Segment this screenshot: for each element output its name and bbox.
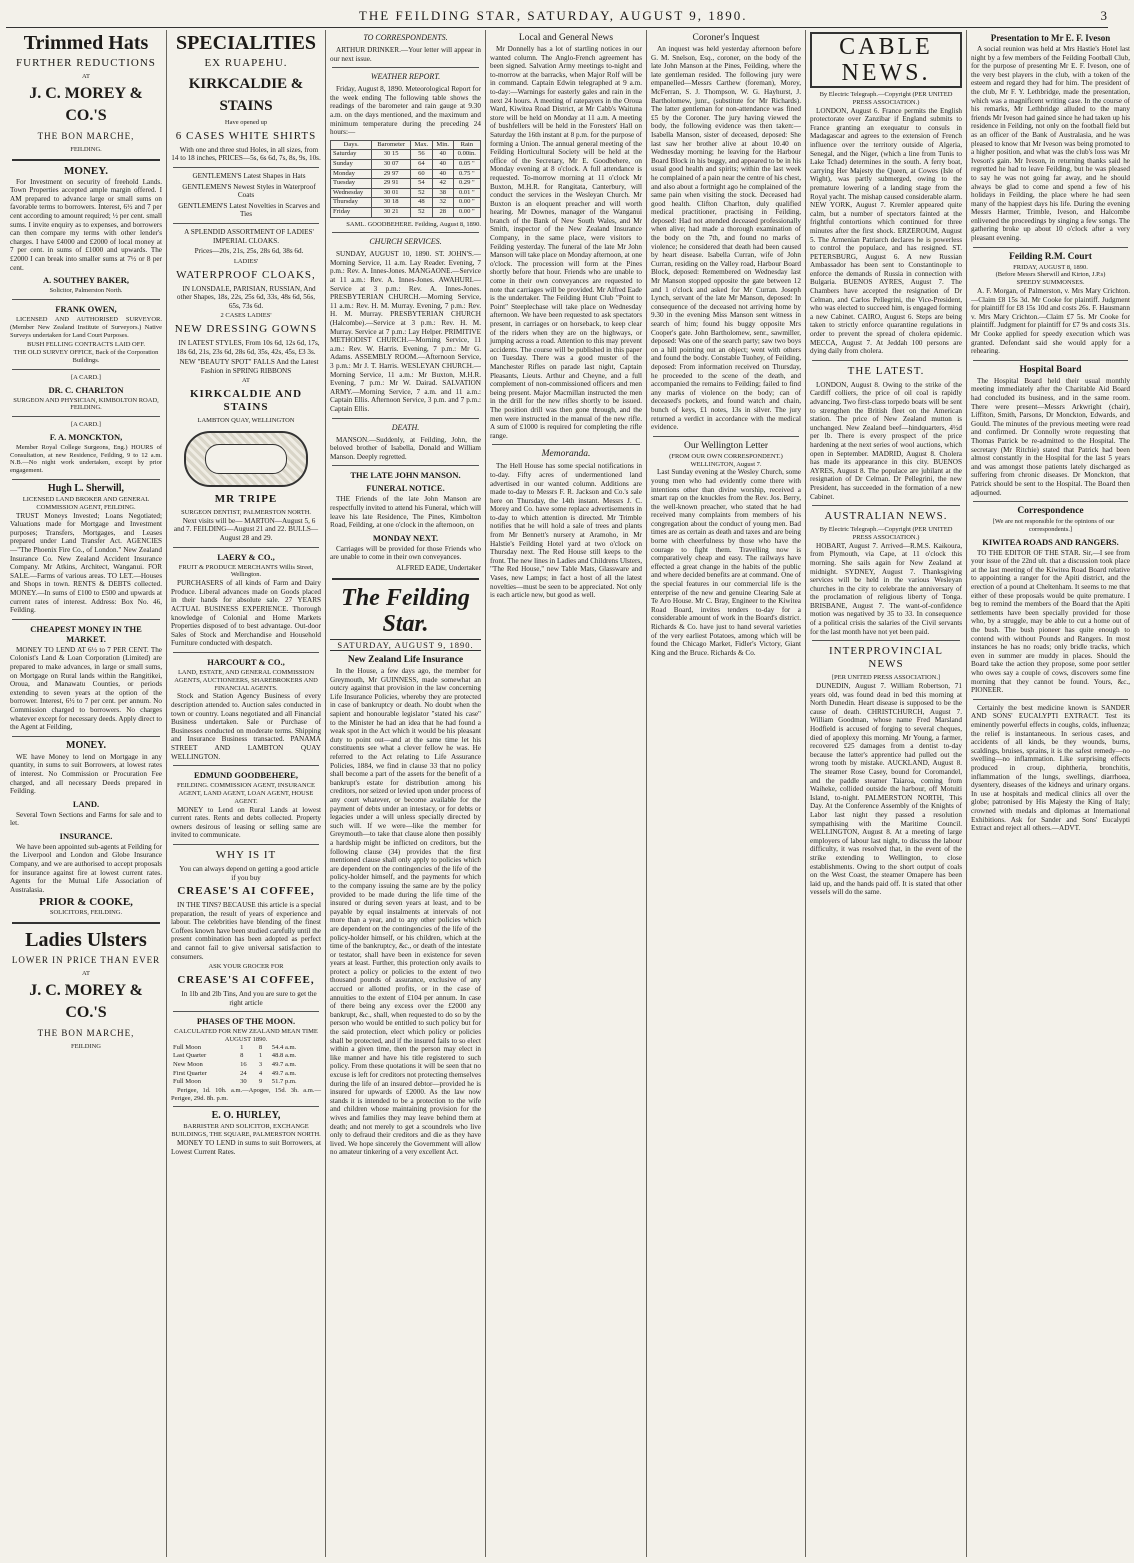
section-heading-correspondents: TO CORRESPONDENTS. [363, 33, 448, 42]
ad-text: WE have Money to lend on Mortgage in any quantity, in sums to suit Borrowers, at lowest rates of interest. No Commission or Procuration Fee charged, and all necessary Deeds prepared in Feilding. [10, 752, 162, 796]
section-heading-australian: AUSTRALIAN NEWS. [824, 510, 948, 523]
divider [12, 479, 160, 480]
article-text: The Hospital Board held their usual monthly meeting immediately after the Charitable Aid Board had concluded its business, and in the same room. There were present—Messrs Arkwright (chair), Liffiton, Smith, Parsons, Dr Monckton, Edwards, and Gould. The minutes of the previous meeting were read and confirmed. Dr Connolly wrote requesting that Thomas Patrick be re-admitted to the Hospital. The secretary (Mr Ritchie) stated that Patrick had been almost constantly in the Hospital for the last 5 years and was amongst those patients lately discharged as suffering from chronic diseases. Dr Monckton, that Patrick should be sent to the Hospital. The Board then adjourned. [971, 376, 1130, 497]
ad-text: NEW "BEAUTY SPOT" FALLS And the Latest Fashion in SPRING RIBBONS [179, 358, 319, 375]
divider [973, 360, 1128, 361]
ad-text-trust: TRUST Moneys Invested; Loans Negotiated; Valuations made for Mortgage and Investment purposes; Transfers, Mortgages, and Leases prepared under Land Transfer Act. AGENCIES—"The Phoenix Fire Co., of London." New Zealand Insurance Co. New Zealand Accident Insurance Company. Mr Atkins, Architect, Wanganui. FOR SALE.—Farms of various areas. TO LET.—Houses and Shops in town. RENTS & DEBTS collected. MONEY.—In sums of £100 to £500 and upwards at current rates of interest. Address: Box No. 46, Feilding. [10, 511, 162, 615]
ad-subheading: EX RUAPEHU. [204, 57, 288, 69]
moon-row [171, 1078, 321, 1087]
ad-heading-monckton: F. A. MONCKTON, [49, 431, 123, 442]
section-heading-coroner: Coroner's Inquest [692, 33, 760, 43]
weather-cell: 40 [432, 159, 453, 169]
editorial-text: In the House, a few days ago, the member for Greymouth, Mr GUINNESS, made somewhat an outcry against that provision in the law concerning Life Insurance Policies, whereby they are protected in case of bankruptcy or death. No doubt when the sapient and honourable legislator "stated his case" to the Minister he had an idea that he had found a weak spot in the Act which it would be his pleasant duty to point out—and at the same time let his constituents see what a clever fellow he was. He referred to the Act relating to Life Assurance Policies, 1884, we find in clause 33 that no policy shall become a part of the assets for the benefit of a bankrupt's estate for distribution among his creditors, nor seized or levied upon under process of any court whatever, or become available for the payment of debts under an intestacy, or for debts or legacies under a will unless specially directed by such will. If we were—like the member for Greymouth—to take that clause alone then possibly a hardship might be inflicted on creditors, but the following clause (34) provides that the first mentioned clause shall only apply to policies which are dependent on the contingencies of the life of the policy-holder himself, and the payments for which to the company issuing the same are by the policy provided to be made during the life time of the insured or during seven years at least, and to be payable by equal instalments at intervals of not more than a year, and to any other policies which are dependent on the contingencies of the life of the policy-holder himself, or his children, which at the time of the bankruptcy, &c., or death of the intestate or testator, shall have been in existence for seven years at least. Further, this protection only avails to protect a policy or policies to the extent of two thousand pounds of assurance, exclusive of any accrued or allotted profits, or in the case of annuities to the extent of £104 per annum. In case of there being any excess over the £2000 any bankrupt, &c., shall, when requested to do so by the person who would be entitled to such policy but for the said protection, elect which policy or policies shall be protected, and if the insured fails to so elect within a given time, then the person may elect in like manner and have his title registered to such policy. From these quotations it will be seen that no excuse is left for creditors not protecting themselves during the life of an insured debtor—provided he is insured for upwards of £2000. As the law now stands it is intended to be a protection to the wife and children whose maintaining provision for the wives and families they may leave behind them at death; and not merely to get a scoundrels who live only to defraud their creditors and die as they have lived. We hope sincerely the Government will allow no amateur tinkering of a very excellent Act. [330, 667, 481, 1157]
divider [12, 416, 160, 417]
article-subheading: By Electric Telegraph.—Copyright (PER UNITED PRESS ASSOCIATION.) [819, 526, 953, 541]
moon-cell: 49.7 a.m. [271, 1061, 297, 1069]
ad-text: THE BON MARCHE, [37, 130, 135, 141]
ad-text: GENTLEMEN'S Latest Shapes in Hats [192, 171, 306, 180]
ad-subheading: LOWER IN PRICE THAN EVER [11, 955, 161, 966]
ad-text: SURGEON DENTIST, PALMERSTON NORTH. [180, 509, 312, 517]
divider [332, 232, 479, 233]
ad-text: GENTLEMEN'S Latest Novelties in Scarves and Ties [178, 201, 320, 219]
ad-text: With one and three stud Holes, in all sizes, from 14 to 18 inches, PRICES—5s, 6s 6d, 7s, 8s, 9s, 10s. [171, 145, 321, 163]
moon-subheading: CALCULATED FOR NEW ZEALAND MEAN TIME AUGUST 1890. [174, 1028, 318, 1044]
moon-table [171, 1044, 321, 1087]
article-text: DUNEDIN, August 7. William Robertson, 71 years old, was found dead in bed this morning at North Dunedin. Heart disease is supposed to be the cause of death. CHRISTCHURCH, August 7. William Goodman, whose name Fred Marsland Hodfield is accused of forging to several cheques, died of apoplexy this morning. Mr Young, a farmer, recovered £25 damages from a dentist to-day because the latter's apprentice had pulled out the wrong tooth by mistake. AUCKLAND, August 8. The steamer Rose Casey, bound for Coromandel, and the paddle steamer Taiaroa, coming from Waiheke, collided outside the harbour, off Motuiti Island, to-night. PALMERSTON NORTH, This Day. At the Conference Assembly of the Knights of Labor last night they passed a resolution sympathising with the Maritime Council. WELLINGTON, August 8. At a meeting of large employers of labour last night, to discuss the labour difficulty, it was resolved that, in the event of the strike extending to Wellington, to close establishments. Owing to the short output of coals on the West Coast, the steamer Omapere has been laid up, and the hands paid off. It is stated that other vessels will do the same. [810, 682, 962, 897]
article-subheading: By Electric Telegraph.—Copyright (PER UNITED PRESS ASSOCIATION.) [819, 91, 953, 106]
moon-cell: 54.4 a.m. [271, 1043, 297, 1051]
ad-text: MONEY TO LEND AT 6½ to 7 PER CENT. The Colonist's Land & Loan Corporation (Limited) are prepared to make advances, in large or small sums, on Mortgage on Rural lands within the Rangitikei, Oroua, and Manawatu Counties, or periods extending to seven years at the option of the borrower. Interest, 6½ to 7 per cent. per annum. No Commission charged to borrowers. No charges whatever except for necessary deeds. Apply direct to the Agent at Feilding, [10, 645, 162, 732]
ad-text: Member Royal College Surgeons, Eng.) HOURS of Consultation, at new Residence, Feilding, 9 to 12 a.m. N.B.—No night work undertaken, except by prior engagement. [10, 443, 162, 475]
article-text: Friday, August 8, 1890. Meteorological Report for the week ending The following table shows the readings of the barometer and rain gauge at 9.30 a.m. on the days mentioned, and the maximum and minimum temperature during the preceding 24 hours:— [330, 85, 481, 137]
article-text: A social reunion was held at Mrs Hastie's Hotel last night by a few members of the Feilding Football Club, for the purpose of presenting Mr E. F. Iveson, one of the very best players in the club, with a token of the esteem and regard they had for him. The president of the club, Mr F. Y. Lethbridge, made the presentation, which was a magnificent writing case. In the course of his remarks, Mr Lethbridge alluded to the many friends Mr Iveson had gained since he had taken up his residence in Feilding, not only on the football field but as an officer of the Bank of Australasia, and he was pleased to know that Mr Iveson was being promoted to a higher position, and what was the club's loss was Mr Iveson's gain. Mr Iveson, in returning thanks said he regretted he had to leave Feilding, but he was pleased to say he was not going far away, and he should always be glad to come and spend a few of his holidays in Feilding, the place where he had seen many of the happiest days his life. During the evening Messrs Harmer, Trimble, Iveson, and Halcombe enlivened the proceedings by singing a few songs. The gathering broke up about 10 o'clock after a very pleasant evening. [971, 45, 1130, 243]
ad-heading-tripe: MR TRIPE [214, 493, 278, 506]
article-subheading: SPEEDY SUMMONSES. [1016, 279, 1085, 287]
ad-text: Prices—20s, 21s, 25s, 28s 6d, 38s 6d. [194, 247, 304, 256]
ad-text: LICENSED AND AUTHORISED SURVEYOR. (Member New Zealand Institute of Surveyors.) Native Surveys undertaken for Land Court Purposes. [10, 315, 162, 339]
article-text: The Hell House has some special notifications in to-day. Fifty acres of undermentioned land advertised in our wanted column. Additions are made to-day to Messrs F. R. Jackson and Co.'s sale here on Thursday, the 14th instant. Messrs J. C. Morey and Co. have some replace advertisements in to-day to which attention is directed. Mr Trimble notifies that he will hold a sale of trees and plants from Mr Bennett's nursery at Aramoho, in Mr Halstie's Feilding Hotel yard at two o'clock on Thursday next. The Red House still keeps to the front. The new lines in Ladies and Childrens Ulsters, "The Red House," new Table Mats, Glassware and Vases, new Lamps; in fact a host of all the latest novelties—must be seen to be appreciated. Not only is each article new, but good as well. [490, 462, 642, 600]
ad-text: AT [82, 970, 90, 978]
divider [173, 652, 319, 653]
section-heading-cable: CABLE NEWS. [810, 32, 962, 88]
column-6 [806, 30, 967, 1557]
weather-table-header [331, 140, 481, 150]
editorial-heading: New Zealand Life Insurance [347, 655, 464, 666]
divider [173, 223, 319, 224]
moon-table-body [171, 1044, 321, 1087]
notice-heading: THE LATE JOHN MANSON. [350, 470, 461, 481]
moon-cell: First Quarter [173, 1069, 207, 1077]
divider [173, 844, 319, 845]
ad-text: AT [242, 377, 250, 385]
ad-text: AT [82, 73, 90, 80]
page-header-title: THE FEILDING STAR, SATURDAY, AUGUST 9, 1890. [358, 8, 748, 23]
article-subheading: FRIDAY, AUGUST 8, 1890. [1013, 263, 1088, 271]
weather-table-body [331, 150, 481, 217]
divider [12, 922, 160, 924]
weather-row [331, 179, 481, 189]
weather-row [331, 169, 481, 179]
ad-heading-owen: FRANK OWEN, [55, 303, 117, 314]
notice-signature: ALFRED EADE, Undertaker [396, 563, 481, 572]
ad-heading-trimmed-hats: Trimmed Hats [23, 32, 149, 54]
article-subheading: (Before Messrs Sherwill and Kirton, J.P.s) [995, 271, 1106, 279]
ad-text: SOLICITORS, FEILDING. [49, 909, 123, 917]
ad-text: [A CARD.] [71, 373, 101, 381]
ad-text: Solicitor, Palmerston North. [49, 287, 123, 295]
divider [173, 167, 319, 168]
moon-cell: 1 [258, 1052, 263, 1060]
weather-cell: 30 01 [372, 188, 411, 198]
moon-cell: 49.7 a.m. [271, 1069, 297, 1077]
ad-text: [A CARD.] [71, 421, 101, 429]
ad-heading-hurley: E. O. HURLEY, [211, 1110, 281, 1122]
ad-text: LAMBTON QUAY, WELLINGTON [197, 417, 295, 425]
moon-row [171, 1061, 321, 1070]
ad-text: 2 CASES LADIES' [220, 312, 272, 320]
ad-text: You can always depend on getting a good article if you buy [179, 864, 319, 882]
divider [173, 1011, 319, 1012]
weather-header-cell: Max. [410, 140, 432, 150]
ad-subheading: NEW DRESSING GOWNS [174, 323, 318, 336]
weather-cell: 0.05 " [453, 159, 480, 169]
divider [973, 501, 1128, 502]
moon-row [171, 1052, 321, 1061]
weather-cell: 64 [410, 159, 432, 169]
section-heading-correspondence: Correspondence [1017, 506, 1084, 517]
ad-text: ASK YOUR GROCER FOR [208, 963, 284, 971]
ad-text: Next visits will be— MARTON—August 5, 6 and 7. FEILDING—August 21 and 22. BULLS—August 28 and 29. [173, 516, 319, 543]
divider [12, 299, 160, 300]
ad-heading-land: LAND. [72, 798, 100, 809]
section-heading-church: CHURCH SERVICES. [369, 237, 442, 247]
moon-cell: 4 [258, 1069, 263, 1077]
ad-heading-why: WHY IS IT [215, 848, 277, 861]
ad-heading-money2: MONEY. [66, 739, 106, 751]
divider [12, 369, 160, 370]
ad-text: GENTLEMEN'S Newest Styles in Waterproof Coats [182, 182, 316, 200]
article-text: Carriages will be provided for those Friends who are unable to come in their own conveyances. [330, 544, 481, 562]
section-heading-death: DEATH. [391, 422, 420, 432]
article-text: LONDON, August 8. Owing to the strike of the Cardiff colliers, the price of oil coal is rapidly advancing. Two first-class torpedo boats will be sent to strengthen the British fleet on the American station. The price of New Zealand mutton is unchanged. New Zealand beef—hindquarters, 4½d per lb. There is every prospect of the price hardening at the next series of wool auctions, which open in September. MADRID, August 8. Cholera has made its appearance in this city. BUENOS AYRES, August 8. The populace are jubilant at the resignation of Dr Celman. Dr Pellegrini, the new President, has succeeded in the formation of a new Cabinet. [810, 380, 962, 501]
notice-subheading: FUNERAL NOTICE. [366, 483, 445, 494]
weather-cell: Friday [331, 207, 372, 217]
weather-cell: 52 [410, 188, 432, 198]
section-heading-latest: THE LATEST. [847, 364, 925, 377]
ad-heading-southey: A. SOUTHEY BAKER, [42, 275, 130, 286]
weather-cell: Sunday [331, 159, 372, 169]
weather-cell: 40 [432, 169, 453, 179]
divider [173, 765, 319, 766]
column-1 [6, 30, 167, 1557]
column-2 [167, 30, 326, 1557]
article-subheading: [PER UNITED PRESS ASSOCIATION.] [831, 674, 941, 682]
section-heading-local: Local and General News [518, 33, 614, 43]
ad-heading-morey: J. C. MOREY & CO.'S [29, 84, 143, 124]
ad-text: MONEY TO LEND in sums to suit Borrowers, at Lowest Current Rates. [171, 1138, 321, 1156]
section-heading-weather: WEATHER REPORT. [370, 72, 441, 82]
ad-text: FRUIT & PRODUCE MERCHANTS Willis Street, Wellington. [178, 563, 314, 579]
weather-cell: 0.00in. [453, 150, 480, 160]
moon-cell: 1 [240, 1043, 244, 1051]
ad-heading-sherwill: Hugh L. Sherwill, [47, 483, 125, 495]
page-number: 3 [1100, 8, 1108, 23]
moon-cell: New Moon [173, 1061, 203, 1069]
ad-text: THE OLD SURVEY OFFICE, Back of the Corporation Buildings. [13, 349, 159, 364]
section-heading-letter: Our Wellington Letter [683, 440, 768, 451]
ad-heading-charlton: DR. C. CHARLTON [48, 384, 124, 395]
ad-heading-kirkcaldie: KIRKCALDIE & STAINS [188, 76, 304, 114]
divider [973, 699, 1128, 700]
weather-cell: 32 [432, 198, 453, 208]
weather-row [331, 188, 481, 198]
weather-cell: 54 [410, 179, 432, 189]
ad-text: THE BON MARCHE, [37, 1028, 135, 1039]
divider [492, 444, 640, 445]
advert-text: Certainly the best medicine known is SANDER AND SONS' EUCALYPTI EXTRACT. Test its eminently powerful effects in coughs, colds, influenza; the relief is instantaneous. In serious cases, and accidents of all kinds, be they wounds, burns, scaldings, bruises, sprains, it is the safest remedy—no swelling—no inflammation. Like surprising effects produced in croup, diphtheria, bronchitis, inflammation of the lungs, swellings, diarrhoea, dysentery, diseases of the kidneys and urinary organs. In use at hospitals and medical clinics all over the globe; patronised by His Majesty the King of Italy; crowned with medals and diplomas at International Exhibitions. Ask for Sander and Sons' Eucalypti Extract and reject all others.—ADVT. [971, 703, 1130, 833]
ad-heading-laery: LAERY & CO., [217, 551, 275, 562]
ad-text-money: For Investment on security of freehold Lands. Town Properties accepted ample margin offered. I AM prepared to advance large or small sums on favorable terms to borrowers. Interest, 6½ and 7 per cent according to amount required; ½ per cent. small sums. I invite enquiry as to expenses, and borrowers can then compare my terms with other lender's charges. I have £4000 and £2000 of local money at 7 per cent. in sums of £1000 and upwards. The £2000 I can break into smaller sums at 7½ or 8 per cent. [10, 177, 162, 272]
article-text: ARTHUR DRINKER.—Your letter will appear in our next issue. [330, 46, 481, 63]
weather-cell: 56 [410, 150, 432, 160]
weather-cell: 0.00 " [453, 207, 480, 217]
ad-text: LICENSED LAND BROKER AND GENERAL COMMISSION AGENT, FEILDING. [22, 496, 150, 511]
page-masthead [6, 6, 1108, 26]
ad-subheading: WATERPROOF CLOAKS, [176, 268, 316, 281]
divider [173, 1106, 319, 1107]
ornament-center [205, 444, 287, 474]
ad-heading-morey2: J. C. MOREY & CO.'S [29, 982, 143, 1022]
article-text: HOBART, August 7. Arrived—R.M.S. Kaikoura, from Plymouth, via Cape, at 11 o'clock this morning. She sails again for New Zealand at midnight. SYDNEY, August 7. Thanksgiving services will be held in the various Wesleyan churches in the city to celebrate the anniversary of the proclamation of religious liberty of Tonga. BRISBANE, August 7. The want-of-confidence motion was negatived by 35 to 33. In consequence of a political crisis the salaries of the Civil servants for the last month have not yet been paid. [810, 541, 962, 636]
weather-row [331, 150, 481, 160]
article-subheading: (FROM OUR OWN CORRESPONDENT.) WELLINGTON, August 7. [669, 452, 783, 468]
ad-text: Have opened up [224, 119, 268, 126]
weather-cell: 30 07 [372, 159, 411, 169]
article-text: LONDON, August 6. France permits the English protectorate over Zanzibar if England submits to France granting an exequatur to consuls in Madagascar and agrees to the extension of French influence over the territory outside of Algeria, Senegal, and the Niger, (which a line from Tunis to Lake Tchad) determines in the south. A ferry boat, carrying Her Majesty the Queen, at Cowes (Isle of Wight), was partly submerged, owing to the premature lowering of a landing stage from the Royal yacht. The mishap caused considerable alarm. NEW YORK, August 7. Kremler appeared quite calm, but a number of spectators fainted at the frightful contortions which continued for three minutes after the first shock. ERZEROUM, August 5. The Armenian Patriarch declares he is powerless to control the populace, and has resigned. ST. PETERSBURG, August 6. A new Russian Ambassador has been sent to Constantinople to enforce the demands of Russia in connection with Bulgaria. BUENOS AYRES, August 7. The Chambers have accepted the resignation of Dr Celman, and Carlos Pellegrini, the Vice-President, who was elected to succeed him, is engaged forming a new Cabinet. CAIRO, August 6. Steps are being taken to strictly enforce quarantine regulations in order to prevent the spread of cholera epidemic. MECCA, August 7. At Jeddah 100 persons are dying daily from cholera. [810, 106, 962, 356]
ad-text: SURGEON AND PHYSICIAN, KIMBOLTON ROAD, FEILDING. [13, 396, 159, 412]
weather-cell: 30 15 [372, 150, 411, 160]
moon-cell: 24 [240, 1069, 247, 1077]
weather-cell: 42 [432, 179, 453, 189]
weather-cell: 0.00 " [453, 198, 480, 208]
weather-cell: 38 [432, 188, 453, 198]
moon-cell: Last Quarter [173, 1052, 207, 1060]
divider [12, 736, 160, 737]
moon-cell: 16 [240, 1061, 247, 1069]
ad-text: IN LONSDALE, PARISIAN, RUSSIAN, And other Shapes, 18s, 22s, 25s 6d, 33s, 48s 6d, 56s, 65s, 73s 6d. [176, 284, 316, 310]
weather-cell: Tuesday [331, 179, 372, 189]
moon-cell: 3 [258, 1061, 263, 1069]
moon-cell: 8 [240, 1052, 244, 1060]
weather-row [331, 198, 481, 208]
moon-cell: Full Moon [173, 1043, 202, 1051]
ad-text: Stock and Station Agency Business of every description attended to. Auction sales conducted in town or country. Loans negotiated and all Financial Business undertaken. Sale or Purchase of Businesses conducted on moderate terms. Shipping and Insurance Business transacted. PANAMA STREET AND LAMBTON QUAY WELLINGTON. [171, 692, 321, 761]
section-heading-hospital: Hospital Board [1019, 364, 1082, 375]
weather-cell: 0.01 " [453, 188, 480, 198]
section-heading-presentation: Presentation to Mr E. F. Iveson [990, 33, 1111, 43]
issue-date: SATURDAY, AUGUST 9, 1890. [330, 639, 481, 652]
weather-header-cell: Barometer [372, 140, 411, 150]
ad-text: MONEY to Lend on Rural Lands at lowest current rates. Rents and debts collected. Property owners desirous of leasing or selling same are invited to communicate. [171, 805, 321, 840]
header-rule [6, 27, 1108, 28]
section-heading-memoranda: Memoranda. [541, 449, 591, 460]
weather-cell: 52 [410, 207, 432, 217]
moon-cell: 8 [258, 1043, 263, 1051]
moon-cell: 51.7 p.m. [271, 1078, 297, 1086]
ad-heading-crease2: CREASE'S AI COFFEE, [177, 974, 315, 987]
weather-cell: Wednesday [331, 188, 372, 198]
ad-heading-prior: PRIOR & COOKE, [39, 896, 133, 909]
moon-note: Perigee, 1d. 10h. a.m.—Apogee, 15d. 3h. a.m.—Perigee, 29d. 8h. p.m. [171, 1086, 321, 1102]
ad-text: BUSH FELLING CONTRACTS LAID OFF. [26, 341, 146, 349]
ad-heading-harcourt: HARCOURT & CO., [207, 657, 285, 667]
moon-row [171, 1044, 321, 1053]
article-text: A. F. Morgan, of Palmerston, v. Mrs Mary Crichton.—Claim £8 15s 3d. Mr Cooke for plaintiff. Judgment for plaintiff for £8 15s 10d and costs 26s. F. Hausmann v. Mrs Mary Crichton.—Claim £7 5s. Mr Cooke for plaintiff. Judgment for plaintiff for £7 9s and costs 31s. Mr Cooke applied for speedy execution which was granted. Defendant said she would apply for a rehearing. [971, 287, 1130, 356]
ad-text: LAND, ESTATE, AND GENERAL COMMISSION AGENTS, AUCTIONEERS, SHAREBROKERS AND FINANCIAL AGENTS. [174, 669, 318, 692]
divider [332, 67, 479, 68]
ad-text: In 1lb and 2lb Tins, And you are sure to get the right article [181, 990, 317, 1007]
ad-text: FEILDING. COMMISSION AGENT, INSURANCE AGENT, LAND AGENT, LOAN AGENT, HOUSE AGENT. [176, 782, 315, 805]
weather-cell: 0.75 " [453, 169, 480, 179]
article-text: SUNDAY, AUGUST 10, 1890. ST. JOHN'S.—Morning Service, 11 a.m. Lay Reader. Evening, 7 p.m.: Rev. A. Innes-Jones. MANGAONE.—Service at 11 a.m.: Rev. A. Innes-Jones. AWAHURI.—Service at 3 p.m.: Rev. A. Innes-Jones. PRESBYTERIAN CHURCH.—Morning Service, 11 a.m.: Rev. H. M. Murray. Evening, 7 p.m.: Rev. H. M. Murray. PRESBYTERIAN CHURCH (Halcombe).—Service at 3 p.m.: Rev. H. M. Murray. Service at 7 p.m.: Lay Helper. PRIMITIVE METHODIST CHURCH.—Morning Service, 11 a.m.: Rev. W. Harris. Evening, 7 p.m.: Mr G. Adams. ASSEMBLY ROOM.—Afternoon Service, 3 p.m.: Mr J. T. Harris. WESLEYAN CHURCH.—Morning Service, 11 a.m.: Mr Buxton, M.H.R. Evening, 7 p.m.: Mr W. Dairad. SALVATION ARMY.—Morning Service, 7 a.m. and 11 a.m.: Captain Ellis. Afternoon Service, 3 p.m. and 7 p.m.: Captain Ellis. [330, 250, 481, 413]
newspaper-nameplate: The Feilding Star. [341, 584, 470, 637]
ad-text: BARRISTER AND SOLICITOR, EXCHANGE BUILDINGS, THE SQUARE, PALMERSTON NORTH. [171, 1123, 321, 1139]
ad-subheading: KIRKCALDIE AND STAINS [189, 388, 303, 414]
ad-heading-ulsters: Ladies Ulsters [25, 929, 147, 952]
weather-cell: 29 91 [372, 179, 411, 189]
divider [973, 247, 1128, 248]
article-text: MANSON.—Suddenly, at Feilding, John, the beloved brother of Isabella, Donald and William Manson. Deeply regretted. [330, 435, 481, 461]
weather-header-cell: Days. [331, 140, 372, 150]
weather-cell: Saturday [331, 150, 372, 160]
ad-heading-money: MONEY. [64, 164, 108, 177]
ad-heading-crease: CREASE'S AI COFFEE, [177, 885, 315, 898]
moon-cell: 9 [258, 1078, 263, 1086]
ad-text: Several Town Sections and Farms for sale and to let. [10, 810, 162, 828]
column-7 [967, 30, 1134, 1557]
article-text: An inquest was held yesterday afternoon before G. M. Snelson, Esq., coroner, on the body of the late John Manson at the Pines, Feilding, where the late gentleman resided. The following jury were empanelled—Messrs Carthew (foreman), Morey, McFerran, S. J. Thompson, W. G. Hayhurst, J. Bartholomew, junr., (substitute for Mr Richards). The latter gentleman for non-attendance was fined £5 by the Coroner. The jury having viewed the body, the following evidence was then taken:— Isabella Manson, sister of deceased, deposed: She last saw her brother alive at about 10.40 on Wednesday morning; he leaving for the Harbour Board Block in his buggy, and appeared to be in his usual good health and spirits; within the last week he complained of a pain near the centre of his chest, and also about a fortnight ago he complained of the same pain when visiting the stock. Deceased had good health. Clifton Charlton, duly qualified medical practitioner, practising in Feilding, deposed: Had not attended deceased professionally when alive; had made a thorough examination of the body on the 7th, and found no marks of violence; he considered that death had been caused by heart disease. Isabella Curran, wife of John Curran, residing on the Valley road, Harbour Board Block, deposed: Remembered on Wednesday last Mr Manson stopped opposite the gate between 12 and 1 o'clock and asked for Mr Curran. Joseph Lynch, servant of the late Mr Manson, deposed: In consequence of the deceased not arriving home by 9.30 in the evening Miss Manson sent witness in search of him; found his buggy opposite Mrs Cooper's gate. John Bartholomew, senr., sawmiller, deposed: Was one of the search party; saw two boys on a hill pointing out an object; went with others and found the body. Constable Tuohey, of Feilding, deposed: From information received on Thursday, he proceeded to the scene of the death, and accompanied the remains to Feilding; failed to find any marks of violence on the body; can of deceased's pockets, and found watch and chain, bunch of keys, £1 notes, 13s in silver. The jury returned a verdict in accordance with the medical evidence. [651, 45, 801, 432]
ad-text: LADIES' [233, 257, 259, 265]
divider [812, 640, 960, 641]
column-5 [647, 30, 806, 1557]
divider [332, 418, 479, 419]
notice-subheading: MONDAY NEXT. [372, 532, 439, 543]
letter-heading: KIWITEA ROADS AND RANGERS. [982, 536, 1119, 547]
ad-text: IN LATEST STYLES, From 10s 6d, 12s 6d, 17s, 18s 6d, 21s, 23s 6d, 28s 6d, 35s, 42s, 45s, £3 3s. [176, 339, 320, 356]
ad-text: A SPLENDID ASSORTMENT OF LADIES' IMPERIAL CLOAKS. [184, 227, 314, 245]
ad-heading-goodbehere: EDMUND GOODBEHERE, [194, 770, 298, 781]
weather-cell: 28 [432, 207, 453, 217]
weather-row [331, 207, 481, 217]
divider [653, 436, 799, 437]
ad-subheading: FURTHER REDUCTIONS [16, 57, 156, 69]
columns-grid [6, 30, 1130, 1557]
divider [332, 465, 479, 466]
weather-cell: 48 [410, 198, 432, 208]
ad-heading-specialities: SPECIALITIES [175, 32, 317, 54]
ad-text: We have been appointed sub-agents at Feilding for the Liverpool and London and Globe Insurance Company, and we are authorised to accept proposals for insurance against fire at lowest current rates. Agents for the Mutual Life Association of Australasia. [10, 842, 162, 894]
ad-heading-insurance: INSURANCE. [59, 830, 113, 841]
divider [332, 578, 479, 580]
weather-cell: 40 [432, 150, 453, 160]
weather-header-cell: Rain [453, 140, 480, 150]
divider [812, 505, 960, 506]
ad-text: FEILDING. [70, 145, 102, 153]
section-heading-court: Feilding R.M. Court [1009, 251, 1092, 262]
section-heading-interprovincial: INTERPROVINCIAL NEWS [829, 645, 943, 671]
weather-cell: 30 21 [372, 207, 411, 217]
moon-cell: 30 [240, 1078, 247, 1086]
column-4 [486, 30, 647, 1557]
article-text: THE Friends of the late John Manson are respectfully invited to attend his Funeral, which will leave his late Residence, The Pines, Kimbolton Road, Feilding, at one o'clock in the afternoon, on [330, 495, 481, 530]
moon-cell: 48.8 a.m. [271, 1052, 297, 1060]
divider [12, 619, 160, 620]
divider [173, 547, 319, 548]
weather-table [330, 140, 481, 218]
weather-cell: 60 [410, 169, 432, 179]
article-text: Last Sunday evening at the Wesley Church, some young men who had evidently come there with intentions other than divine worship, received a smart rap on the knuckles from the Rev. Jos. Berry, the well-known preacher, who stated that he had received many complaints from members of his congregation about the conduct of young men. Bad times are as certain as death and taxes and are being borne with cheerfulness by those who have the courage to fight them. Travelling now is comparatively cheap and easy. The railways have effected a great change in the habits of the public and where decided benefits are at command. One of the special features in our commercial life is the enterprise of the new and genuine Clearing Sale at Te Aro House. Mr C. Bray, Engineer to the Kiwitea Road Board, invites tenders to-day for a considerable amount of work in the Board's district. Richards & Co. have just to hand several varieties of the very earliest Potatoes, among which will be found the Chicago Market, Fidler's Victory, Giant King and the Bruce. Richards & Co. [651, 468, 801, 657]
weather-cell: 30 18 [372, 198, 411, 208]
divider [812, 360, 960, 361]
column-3 [326, 30, 486, 1557]
weather-cell: 29 97 [372, 169, 411, 179]
moon-cell: Full Moon [173, 1078, 202, 1086]
ad-subheading: 6 CASES WHITE SHIRTS [175, 129, 317, 142]
ad-text: IN THE TINS? BECAUSE this article is a special preparation, the result of years of experience and labour. The celebrities have blending of the finest Coffees known have been studied carefully until the present combination has been adopted as perfect and cannot fail to give universal satisfaction to consumers. [171, 901, 321, 961]
weather-cell: Thursday [331, 198, 372, 208]
moon-row [171, 1070, 321, 1079]
ad-text: PURCHASERS of all kinds of Farm and Dairy Produce. Liberal advances made on Goods placed in their hands for absolute sale. 27 YEARS ACTUAL BUSINESS EXPERIENCE. Thorough knowledge of Colonial and Home Markets Properties disposed of to best advantage. Out-door Sales of Stock and Merchandise and Household Furniture conducted with despatch. [171, 579, 321, 648]
weather-signature: SAML. GOODBEHERE. Feilding, August 8, 1890. [346, 220, 481, 228]
ad-heading-cheapest: CHEAPEST MONEY IN THE MARKET. [30, 623, 142, 644]
weather-row [331, 159, 481, 169]
weather-cell: 0.29 " [453, 179, 480, 189]
article-text: Mr Donnelly has a lot of startling notices in our wanted column. The Anglo-French agreement has been signed. Salvation Army meetings to-night and to-morrow at the barracks, when Major Rolf will be in command. Captain Edwin telegraphed at 9 a.m. to-day:—Warnings for easterly gales and rain in the next 24 hours. A meeting of ratepayers in the Oroua Ward, Kiwitea Road District, at Mr Cabb's Waituna store will be held on Monday at 11 a.m. A meeting of bushfellers will be held in the Foresters' Hall on Saturday the 16th instant at 8 p.m. for the purpose of forming a Union. The annual general meeting of the Feilding Horticultural Society will be held at the office of the Secretary, Mr E. Goodbehere, on Monday evening at 8 o'clock. A full attendance is requested. To-morrow morning at 11 o'clock Mr Buxton, M.H.R. for Rangitata, Canterbury, will conduct the services in the Wesleyan Church. Mr Buxton is an eloquent preacher and will worth hearing. Mr Downes, manager of the Wanganui branch of the Bank of New South Wales, and Mr Smith, inspector of the New Zealand Insurance Company, in the same place, were visitors to Feilding yesterday. The funeral of the late Mr John Manson will take place on Monday afternoon, at one o'clock. The procession will form at the Pines shortly before that hour. Friends who are unable to come in their own conveyances are requested to note that carriages will be provided. Mr Alfred Eade is the undertaker. The Feilding Hunt Club "Point to Point" Steeplechase will take place on Wednesday afternoon. We have been requested to ask spectators present, in carriages or on horseback, to keep clear of the riders when they are on the highways, or jumping across a road. Attention to this may prevent accidents. The course will be published in this paper on Tuesday. There was a good muster of the Manchester Rifles on parade last night, Captain Pleasants, Lieuts. Arthur and Cheyne, and a full complement of non-commissioned officers and men being present. Major Macmillan instructed the men in the drill for the new rifles shortly to be issued. The position drill was then gone through, and the men were instructed in the manual of the new rifle. A sum of £1000 is required for completing the rifle range. [490, 45, 642, 440]
article-subheading: [We are not responsible for the opinions of our correspondents.] [992, 518, 1115, 533]
dental-ornament-image [184, 431, 308, 487]
ad-text: FEILDING [71, 1043, 101, 1051]
moon-heading: PHASES OF THE MOON. [196, 1016, 296, 1027]
weather-cell: Monday [331, 169, 372, 179]
weather-header-cell: Min. [432, 140, 453, 150]
divider [12, 159, 160, 161]
article-text: TO THE EDITOR OF THE STAR. Sir,—I see from your issue of the 22nd ult. that a discussion took place at the last meeting of the Kiwitea Road Board relative to appointing a ranger for the Apiti district, and the erection of a pound at Cheltenham. It seems to me that either of these proposals would be quite premature. I beg to remind the members of the Board that the Apiti settlements have been specially provided for those who, by a struggle, may be able to cut a home out of the bush. The bush pioneer has quite enough to contend with without Pounds and Rangers. In most instances he has no roads; only bridle tracks, which even in summer are muddy in places. Should the Board take the action they propose, some poor settler who owes say a couple of cows, discovers some fine morning that they cannot be found. Yours, &c., PIONEER. [971, 548, 1130, 695]
